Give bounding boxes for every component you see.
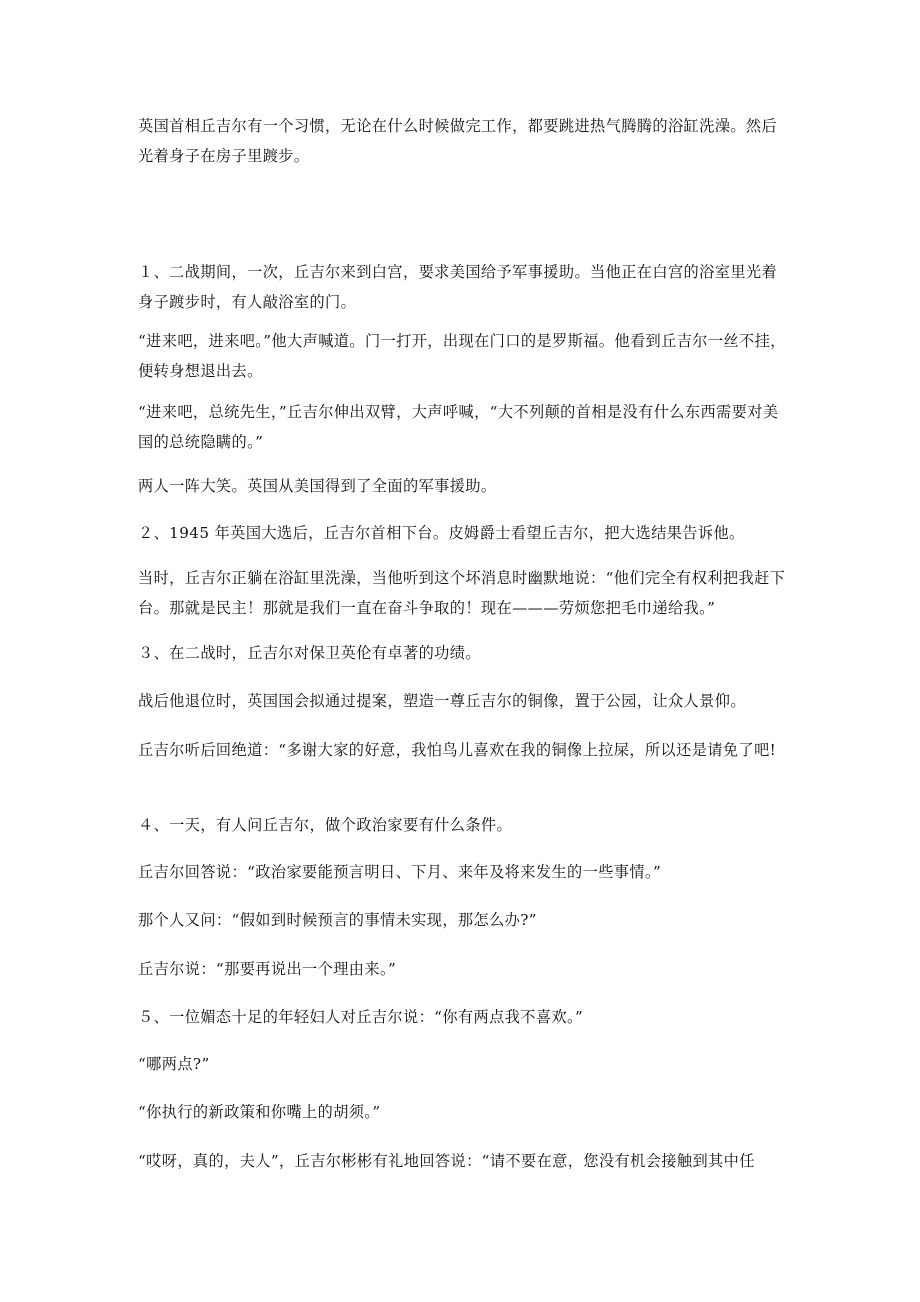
anecdote-1-conclusion: 两人一阵大笑。英国从美国得到了全面的军事援助。 [138, 477, 497, 495]
anecdote-2-quote: 当时，丘吉尔正躺在浴缸里洗澡，当他听到这个坏消息时幽默地说：“他们完全有权利把我赶下台。那就是民主！那就是我们一直在奋斗争取的！现在———劳烦您把毛巾递给我。” [138, 569, 786, 617]
anecdote-1-paragraph: １、二战期间，一次，丘吉尔来到白宫，要求美国给予军事援助。当他正在白宫的浴室里光着身子踱步时，有人敲浴室的门。 [138, 263, 778, 311]
anecdote-1-dialogue-1: “进来吧，进来吧。”他大声喊道。门一打开，出现在门口的是罗斯福。他看到丘吉尔一丝不挂，便转身想退出去。 [138, 332, 786, 380]
anecdote-3-context: 战后他退位时，英国国会拟通过提案，塑造一尊丘吉尔的铜像，置于公园，让众人景仰。 [138, 692, 746, 710]
anecdote-1-dialogue-2: “进来吧，总统先生，”丘吉尔伸出双臂，大声呼喊，“大不列颠的首相是没有什么东西需要对美国的总统隐瞒的。” [138, 403, 779, 451]
anecdote-5-paragraph: ５、一位媚态十足的年轻妇人对丘吉尔说：“你有两点我不喜欢。” [138, 1008, 584, 1026]
anecdote-4-paragraph: ４、一天，有人问丘吉尔，做个政治家要有什么条件。 [138, 816, 513, 834]
anecdote-3-quote: 丘吉尔听后回绝道：“多谢大家的好意，我怕鸟儿喜欢在我的铜像上拉屎，所以还是请免了吧! [138, 741, 777, 759]
anecdote-4-reply: 丘吉尔说：“那要再说出一个理由来。” [138, 960, 397, 978]
anecdote-4-question: 那个人又问：“假如到时候预言的事情未实现，那怎么办?” [138, 911, 537, 929]
anecdote-3-paragraph: ３、在二战时，丘吉尔对保卫英伦有卓著的功绩。 [138, 644, 481, 662]
anecdote-5-reply: “哎呀，真的，夫人”，丘吉尔彬彬有礼地回答说：“请不要在意，您没有机会接触到其中任 [138, 1152, 755, 1170]
anecdote-2-paragraph: ２、1945 年英国大选后，丘吉尔首相下台。皮姆爵士看望丘吉尔，把大选结果告诉他。 [138, 524, 745, 542]
anecdote-5-question: “哪两点?” [138, 1055, 210, 1073]
anecdote-4-answer: 丘吉尔回答说：“政治家要能预言明日、下月、来年及将来发生的一些事情。” [138, 863, 662, 881]
anecdote-5-answer: “你执行的新政策和你嘴上的胡须。” [138, 1103, 381, 1121]
intro-paragraph: 英国首相丘吉尔有一个习惯，无论在什么时候做完工作，都要跳进热气腾腾的浴缸洗澡。然后光着身子在房子里踱步。 [138, 117, 778, 165]
